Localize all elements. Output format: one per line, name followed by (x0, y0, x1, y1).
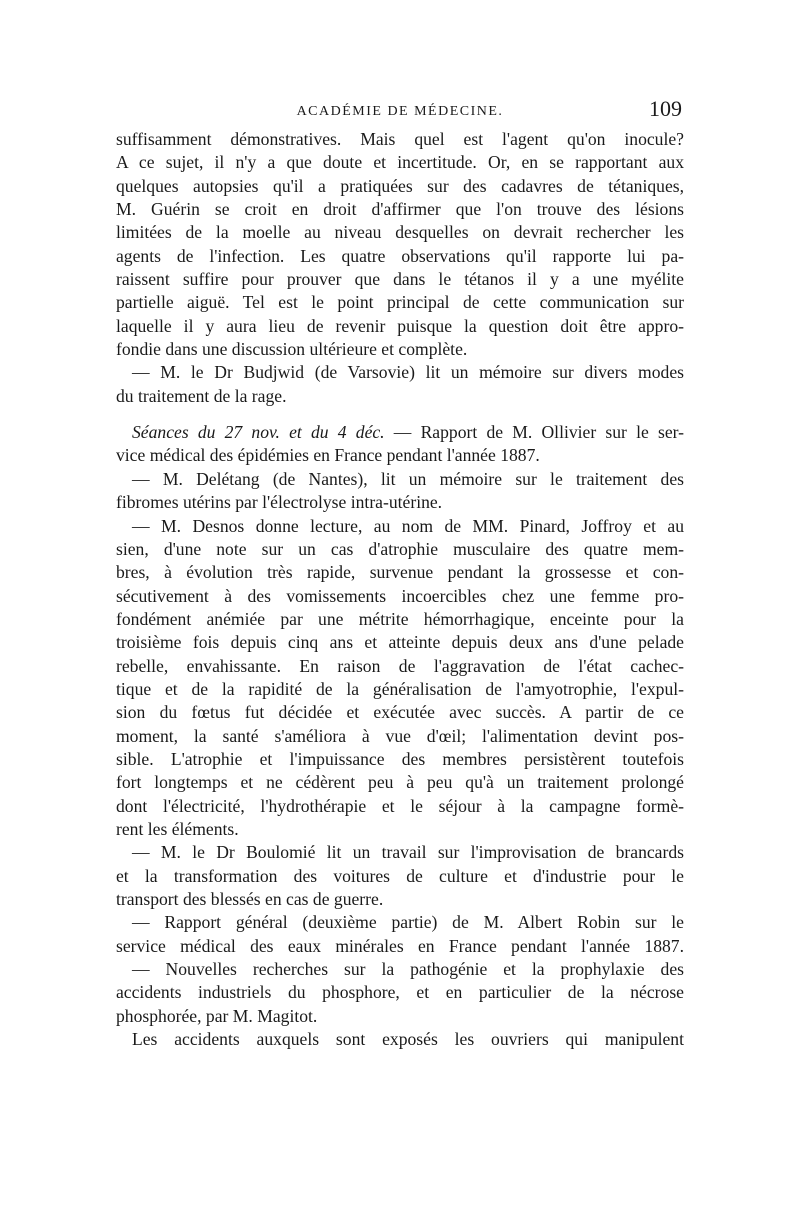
text-line: A ce sujet, il n'y a que doute et incertitude. Or, en se rapportant aux (116, 152, 684, 173)
section-heading-text: — Rapport de M. Ollivier sur le ser- (384, 422, 684, 443)
text-line: dont l'électricité, l'hydrothérapie et le séjour à la campagne formè- (116, 795, 684, 816)
text-line: troisième fois depuis cinq ans et atteinte depuis deux ans d'une pelade (116, 632, 684, 653)
text-line: moment, la santé s'améliora à vue d'œil; l'alimentation devint pos- (116, 725, 684, 746)
session-date: Séances du 27 nov. et du 4 déc. (132, 422, 385, 443)
text-line: — M. le Dr Boulomié lit un travail sur l'improvisation de brancards (132, 842, 684, 863)
text-line: laquelle il y aura lieu de revenir puisque la question doit être appro- (116, 315, 684, 336)
text-line: et la transformation des voitures de culture et d'industrie pour le (116, 865, 684, 886)
text-line: transport des blessés en cas de guerre. (116, 889, 384, 909)
text-line: service médical des eaux minérales en France pendant l'année 1887. (116, 935, 684, 956)
text-line: suffisamment démonstratives. Mais quel est l'agent qu'on inocule? (116, 129, 684, 149)
section-heading-line (116, 421, 684, 444)
text-line: raissent suffire pour prouver que dans le tétanos il y a une myélite (116, 269, 684, 290)
text-line: — M. le Dr Budjwid (de Varsovie) lit un mémoire sur divers modes (132, 362, 684, 383)
text-line: vice médical des épidémies en France pendant l'année 1887. (116, 445, 540, 466)
text-line: partielle aiguë. Tel est le point principal de cette communication sur (116, 292, 684, 313)
text-line: limitées de la moelle au niveau desquelles on devrait rechercher les (116, 222, 684, 243)
page-header (116, 96, 684, 130)
text-line: fibromes utérins par l'électrolyse intra-utérine. (116, 492, 443, 513)
text-line: — Rapport général (deuxième partie) de M. Albert Robin sur le (132, 912, 684, 933)
text-line: rent les éléments. (116, 818, 239, 839)
text-line: accidents industriels du phosphore, et en particulier de la nécrose (116, 982, 684, 1003)
text-line: — M. Desnos donne lecture, au nom de MM. Pinard, Joffroy et au (132, 515, 684, 536)
text-line: agents de l'infection. Les quatre observations qu'il rapporte lui pa- (116, 245, 684, 266)
text-line: tique et de la rapidité de la généralisation de l'amyotrophie, l'expul- (116, 678, 684, 699)
text-line: sécutivement à des vomissements incoercibles chez une femme pro- (116, 585, 684, 606)
text-line: — Nouvelles recherches sur la pathogénie et la prophylaxie des (132, 959, 684, 980)
text-line: fondément anémiée par une métrite hémorrhagique, enceinte pour la (116, 608, 684, 629)
text-line: fondie dans une discussion ultérieure et complète. (116, 339, 468, 360)
text-line: phosphorée, par M. Magitot. (116, 1005, 318, 1026)
running-title: ACADÉMIE DE MÉDECINE. (296, 104, 504, 119)
text-line: Les accidents auxquels sont exposés les ouvriers qui manipulent (132, 1029, 684, 1050)
text-line: sible. L'atrophie et l'impuissance des membres persistèrent toutefois (116, 748, 684, 769)
text-line: sion du fœtus fut décidée et exécutée avec succès. A partir de ce (116, 702, 684, 723)
text-line: quelques autopsies qu'il a pratiquées sur des cadavres de tétaniques, (116, 175, 684, 196)
text-line: rebelle, envahissante. En raison de l'aggravation de l'état cachec- (116, 655, 684, 676)
text-line: bres, à évolution très rapide, survenue pendant la grossesse et con- (116, 562, 684, 583)
body-text (116, 128, 684, 1051)
text-line: du traitement de la rage. (116, 385, 287, 406)
text-line: — M. Delétang (de Nantes), lit un mémoire sur le traitement des (132, 468, 684, 489)
text-line: sien, d'une note sur un cas d'atrophie musculaire des quatre mem- (116, 538, 684, 559)
text-line: M. Guérin se croit en droit d'affirmer que l'on trouve des lésions (116, 199, 684, 220)
page-number: 109 (649, 96, 682, 121)
text-line: fort longtemps et ne cédèrent peu à peu qu'à un traitement prolongé (116, 772, 684, 793)
